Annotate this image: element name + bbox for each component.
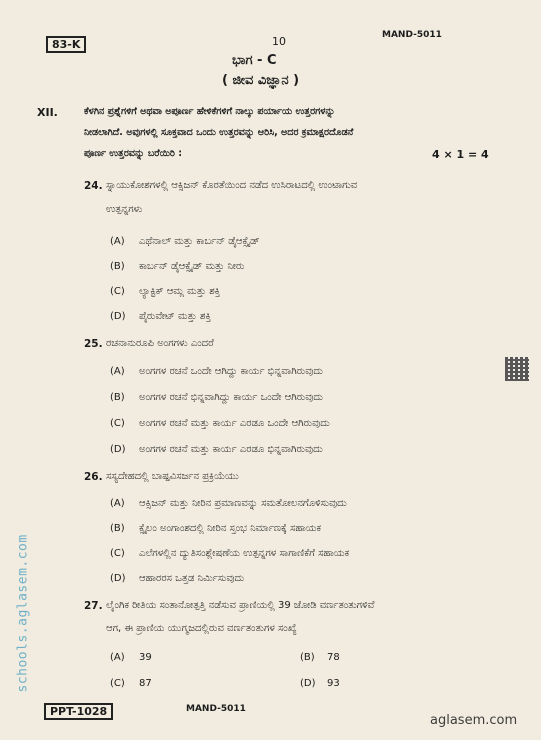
- site-name: aglasem.com: [430, 713, 518, 728]
- option-label: (D): [110, 311, 126, 322]
- option-label: (B): [110, 523, 125, 534]
- page-number: 10: [272, 35, 286, 48]
- question-text: ಉತ್ಪನ್ನಗಳು: [106, 204, 143, 215]
- instruction-line-3: ಪೂರ್ಣ ಉತ್ತರವನ್ನು ಬರೆಯಿರಿ :: [84, 148, 183, 159]
- subject-title: ( ಜೀವ ವಿಜ್ಞಾನ ): [222, 73, 300, 88]
- side-watermark: schools.aglasem.com: [15, 534, 31, 693]
- paper-code-box: 83-K: [46, 36, 86, 53]
- option-text: ಎಥೆನಾಲ್ ಮತ್ತು ಕಾರ್ಬನ್ ಡೈಆಕ್ಸೈಡ್: [139, 236, 260, 247]
- option-label: (C): [110, 678, 125, 689]
- option-label: (A): [110, 236, 125, 247]
- footer-code: MAND-5011: [186, 704, 246, 714]
- marks-scheme: 4 × 1 = 4: [432, 148, 489, 161]
- section-numeral: XII.: [37, 106, 58, 119]
- option-text: 39: [139, 652, 152, 663]
- option-text: ಪೈರುವೇಟ್ ಮತ್ತು ಶಕ್ತಿ: [139, 311, 212, 322]
- option-label: (C): [110, 548, 125, 559]
- question-text: ಸಸ್ಯದೇಹದಲ್ಲಿ ಬಾಷ್ಪವಿಸರ್ಜನ ಪ್ರಕ್ರಿಯೆಯು: [106, 471, 239, 482]
- question-number: 25.: [84, 338, 103, 350]
- option-label: (B): [110, 392, 125, 403]
- instruction-line-1: ಕೆಳಗಿನ ಪ್ರಶ್ನೆಗಳಿಗೆ ಅಥವಾ ಅಪೂರ್ಣ ಹೇಳಿಕೆಗಳಿಗೆ ನಾಲ್ಕು ಪರ್ಯಾಯ ಉತ್ತರಗಳನ್ನು: [84, 106, 336, 117]
- option-text: ಆಹಾರರಸ ಒತ್ತಡ ನಿರ್ಮಿಸುವುದು: [139, 573, 245, 584]
- option-label: (D): [300, 678, 316, 689]
- option-text: ಅಂಗಗಳ ರಚನೆ ಮತ್ತು ಕಾರ್ಯ ಎರಡೂ ಒಂದೇ ಆಗಿರುವುದು: [139, 418, 330, 429]
- question-text: ಆಗ, ಈ ಪ್ರಾಣಿಯ ಯುಗ್ಮಜದಲ್ಲಿರುವ ವರ್ಣತಂತುಗಳ ಸಂಖ್ಯೆ: [106, 623, 297, 634]
- option-label: (D): [110, 444, 126, 455]
- option-text: 78: [327, 652, 340, 663]
- option-label: (A): [110, 498, 125, 509]
- qr-code-icon: [505, 357, 529, 381]
- question-number: 26.: [84, 471, 103, 483]
- instruction-line-2: ನೀಡಲಾಗಿದೆ. ಅವುಗಳಲ್ಲಿ ಸೂಕ್ತವಾದ ಒಂದು ಉತ್ತರವನ್ನು ಆರಿಸಿ, ಅದರ ಕ್ರಮಾಕ್ಷರದೊಡನೆ: [84, 127, 354, 138]
- option-label: (B): [110, 261, 125, 272]
- option-label: (D): [110, 573, 126, 584]
- option-text: ಕಾರ್ಬನ್ ಡೈಆಕ್ಸೈಡ್ ಮತ್ತು ನೀರು: [139, 261, 245, 272]
- header-code: MAND-5011: [382, 30, 442, 40]
- option-text: ಕ್ಸೈಲಂ ಅಂಗಾಂಶದಲ್ಲಿ ನೀರಿನ ಸ್ತಂಭ ನಿರ್ಮಾಣಕ್ಕೆ ಸಹಾಯಕ: [139, 523, 321, 534]
- option-label: (C): [110, 418, 125, 429]
- option-label: (A): [110, 652, 125, 663]
- option-text: ಲ್ಯಾಕ್ಟಿಕ್ ಆಮ್ಲ ಮತ್ತು ಶಕ್ತಿ: [139, 286, 221, 297]
- question-number: 27.: [84, 600, 103, 612]
- option-text: ಆಕ್ಸಿಜನ್ ಮತ್ತು ನೀರಿನ ಪ್ರಮಾಣವನ್ನು ಸಮತೋಲನಗೊಳಿಸುವುದು: [139, 498, 347, 509]
- option-text: 93: [327, 678, 340, 689]
- option-label: (A): [110, 366, 125, 377]
- question-text: ಸ್ನಾಯುಕೋಶಗಳಲ್ಲಿ ಆಕ್ಸಿಜನ್ ಕೊರತೆಯಿಂದ ನಡೆದ ಉಸಿರಾಟದಲ್ಲಿ ಉಂಟಾಗುವ: [106, 180, 358, 191]
- question-number: 24.: [84, 180, 103, 192]
- footer-code-box: PPT-1028: [44, 703, 113, 720]
- option-text: 87: [139, 678, 152, 689]
- question-text: ರಚನಾನುರೂಪಿ ಅಂಗಗಳು ಎಂದರೆ: [106, 338, 214, 349]
- option-text: ಅಂಗಗಳ ರಚನೆ ಮತ್ತು ಕಾರ್ಯ ಎರಡೂ ಭಿನ್ನವಾಗಿರುವುದು: [139, 444, 323, 455]
- option-text: ಅಂಗಗಳ ರಚನೆ ಭಿನ್ನವಾಗಿದ್ದು ಕಾರ್ಯ ಒಂದೇ ಆಗಿರುವುದು: [139, 392, 323, 403]
- option-text: ಎಲೆಗಳಲ್ಲಿನ ದ್ಯುತಿಸಂಶ್ಲೇಷಣೆಯ ಉತ್ಪನ್ನಗಳ ಸಾಗಾಣಿಕೆಗೆ ಸಹಾಯಕ: [139, 548, 350, 559]
- option-label: (C): [110, 286, 125, 297]
- option-text: ಅಂಗಗಳ ರಚನೆ ಒಂದೇ ಆಗಿದ್ದು ಕಾರ್ಯ ಭಿನ್ನವಾಗಿರುವುದು: [139, 366, 323, 377]
- part-title: ಭಾಗ - C: [232, 53, 277, 68]
- question-text: ಲೈಂಗಿಕ ರೀತಿಯ ಸಂತಾನೋತ್ಪತ್ತಿ ನಡೆಸುವ ಪ್ರಾಣಿಯಲ್ಲಿ 39 ಜೋಡಿ ವರ್ಣತಂತುಗಳಿವೆ: [106, 600, 375, 611]
- option-label: (B): [300, 652, 315, 663]
